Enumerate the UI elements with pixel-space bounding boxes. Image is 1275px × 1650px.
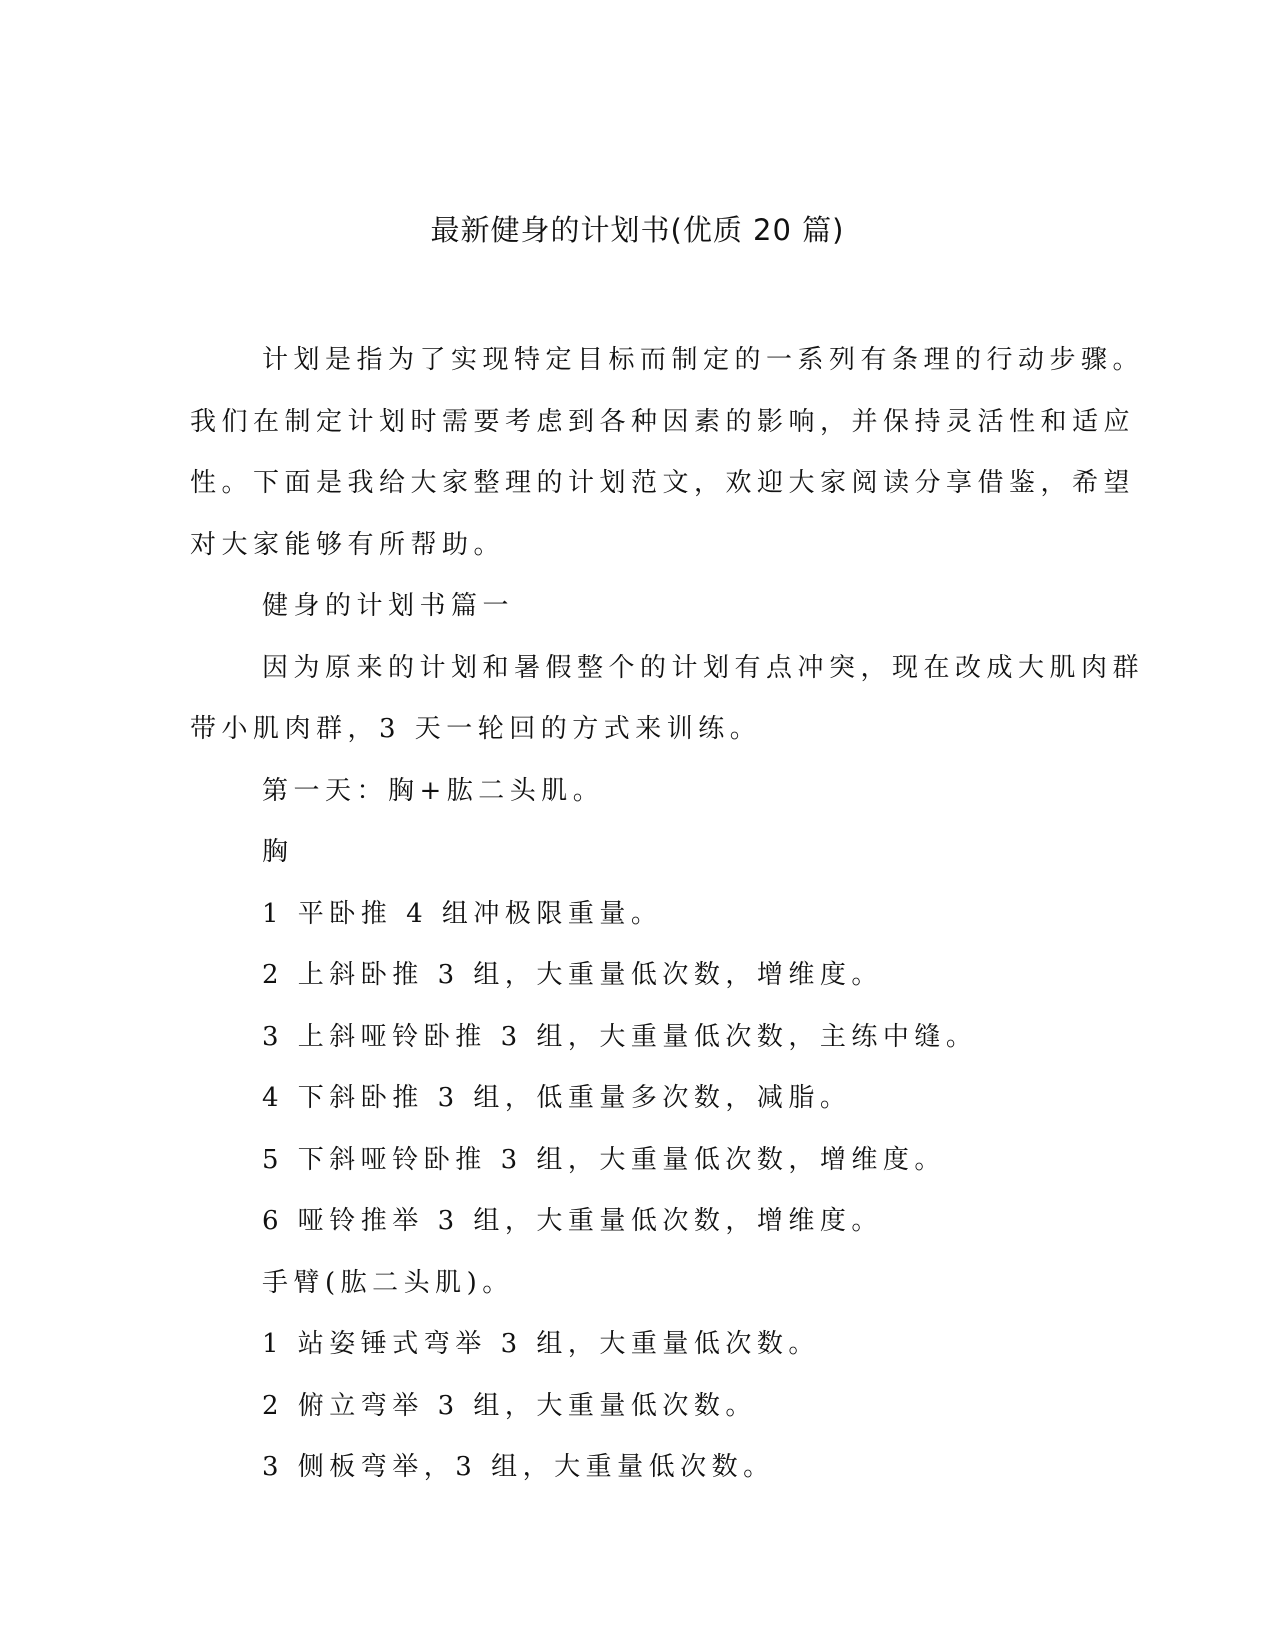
plan-paragraph xyxy=(190,638,1145,761)
list-item: 2 俯立弯举 3 组，大重量低次数。 xyxy=(262,1390,757,1421)
list-item: 3 侧板弯举，3 组，大重量低次数。 xyxy=(262,1452,775,1482)
list-item: 4 下斜卧推 3 组，低重量多次数，减脂。 xyxy=(262,1083,852,1113)
intro-line: 计划是指为了实现特定目标而制定的一系列有条理的行动步骤。 xyxy=(262,345,1145,375)
intro-line: 对大家能够有所帮助。 xyxy=(190,529,506,560)
list-item: 5 下斜哑铃卧推 3 组，大重量低次数，增维度。 xyxy=(262,1144,946,1175)
arm-heading: 手臂(肱二头肌)。 xyxy=(262,1267,514,1298)
list-item: 2 上斜卧推 3 组，大重量低次数，增维度。 xyxy=(262,960,883,990)
plan-line: 带小肌肉群，3 天一轮回的方式来训练。 xyxy=(190,714,762,744)
intro-line: 性。下面是我给大家整理的计划范文，欢迎大家阅读分享借鉴，希望 xyxy=(190,468,1136,498)
intro-line: 我们在制定计划时需要考虑到各种因素的影响，并保持灵活性和适应 xyxy=(190,406,1136,437)
plan-line: 因为原来的计划和暑假整个的计划有点冲突，现在改成大肌肉群 xyxy=(262,652,1145,683)
chest-heading: 胸 xyxy=(262,837,294,867)
intro-paragraph xyxy=(190,330,1145,576)
document-title: 最新健身的计划书(优质 20 篇) xyxy=(430,213,845,247)
list-item: 1 站姿锤式弯举 3 组，大重量低次数。 xyxy=(262,1329,820,1359)
list-item: 1 平卧推 4 组冲极限重量。 xyxy=(262,898,663,929)
day-heading: 第一天：胸+肱二头肌。 xyxy=(262,775,605,806)
document-body xyxy=(190,330,1145,1499)
list-item: 3 上斜哑铃卧推 3 组，大重量低次数，主练中缝。 xyxy=(262,1021,978,1052)
list-item: 6 哑铃推举 3 组，大重量低次数，增维度。 xyxy=(262,1206,883,1236)
section-heading: 健身的计划书篇一 xyxy=(262,591,515,621)
